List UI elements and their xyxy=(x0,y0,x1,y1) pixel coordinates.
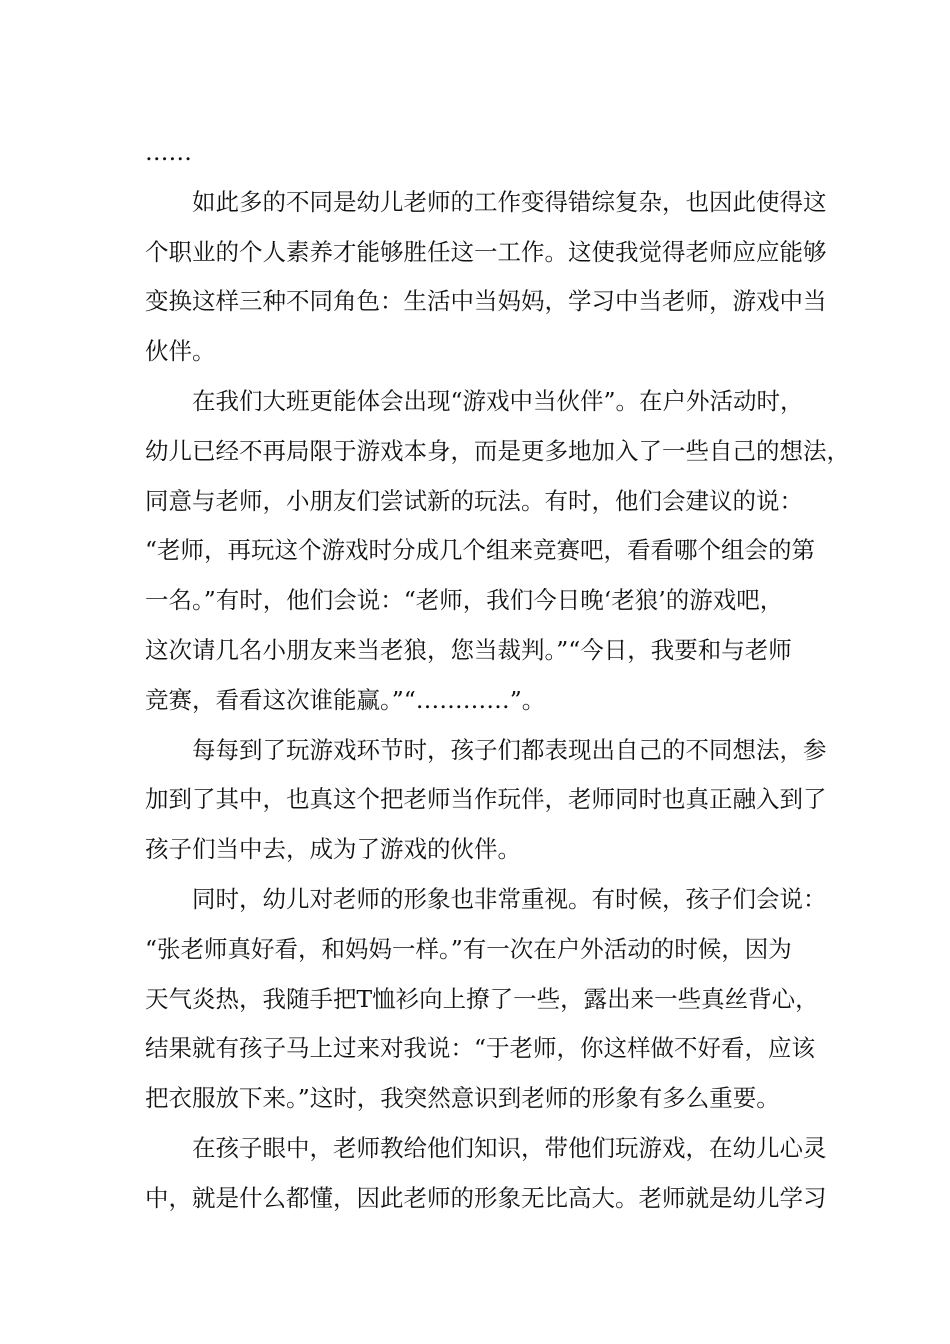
text-line: …… xyxy=(145,138,192,166)
text-line: 变换这样三种不同角色：生活中当妈妈，学习中当老师，游戏中当 xyxy=(145,287,827,316)
text-line: 个职业的个人素养才能够胜任这一工作。这使我觉得老师应应能够 xyxy=(145,237,827,266)
text-line: “老师，再玩这个游戏时分成几个组来竞赛吧，看看哪个组会的第 xyxy=(145,536,816,565)
text-line: 这次请几名小朋友来当老狼，您当裁判。”“今日，我要和与老师 xyxy=(145,635,792,664)
text-line: 结果就有孩子马上过来对我说：“于老师，你这样做不好看，应该 xyxy=(145,1034,816,1063)
text-line: “张老师真好看，和妈妈一样。”有一次在户外活动的时候，因为 xyxy=(145,934,792,963)
text-line: 如此多的不同是幼儿老师的工作变得错综复杂，也因此使得这 xyxy=(192,187,827,216)
text-line: 把衣服放下来。”这时，我突然意识到老师的形象有多么重要。 xyxy=(145,1084,780,1113)
text-line: 孩子们当中去，成为了游戏的伙伴。 xyxy=(145,835,521,864)
text-line: 在我们大班更能体会出现“游戏中当伙伴”。在户外活动时， xyxy=(192,386,804,415)
text-line: 幼儿已经不再局限于游戏本身，而是更多地加入了一些自己的想法， xyxy=(145,436,850,465)
text-line: 加到了其中，也真这个把老师当作玩伴，老师同时也真正融入到了 xyxy=(145,785,827,814)
text-line: 在孩子眼中，老师教给他们知识，带他们玩游戏，在幼儿心灵 xyxy=(192,1133,827,1162)
text-line: 伙伴。 xyxy=(145,337,216,366)
text-line: 一名。”有时，他们会说：“老师，我们今日晚‘老狼’的游戏吧， xyxy=(145,586,784,615)
document-body xyxy=(145,128,850,1224)
text-line: 同时，幼儿对老师的形象也非常重视。有时候，孩子们会说： xyxy=(192,884,827,913)
text-line: 竞赛，看看这次谁能赢。”“…………”。 xyxy=(145,685,546,714)
text-line: 天气炎热，我随手把T恤衫向上撩了一些，露出来一些真丝背心， xyxy=(145,984,819,1013)
text-line: 中，就是什么都懂，因此老师的形象无比高大。老师就是幼儿学习 xyxy=(145,1183,827,1212)
text-line: 每每到了玩游戏环节时，孩子们都表现出自己的不同想法，参 xyxy=(192,735,827,764)
text-line: 同意与老师，小朋友们尝试新的玩法。有时，他们会建议的说： xyxy=(145,486,803,515)
